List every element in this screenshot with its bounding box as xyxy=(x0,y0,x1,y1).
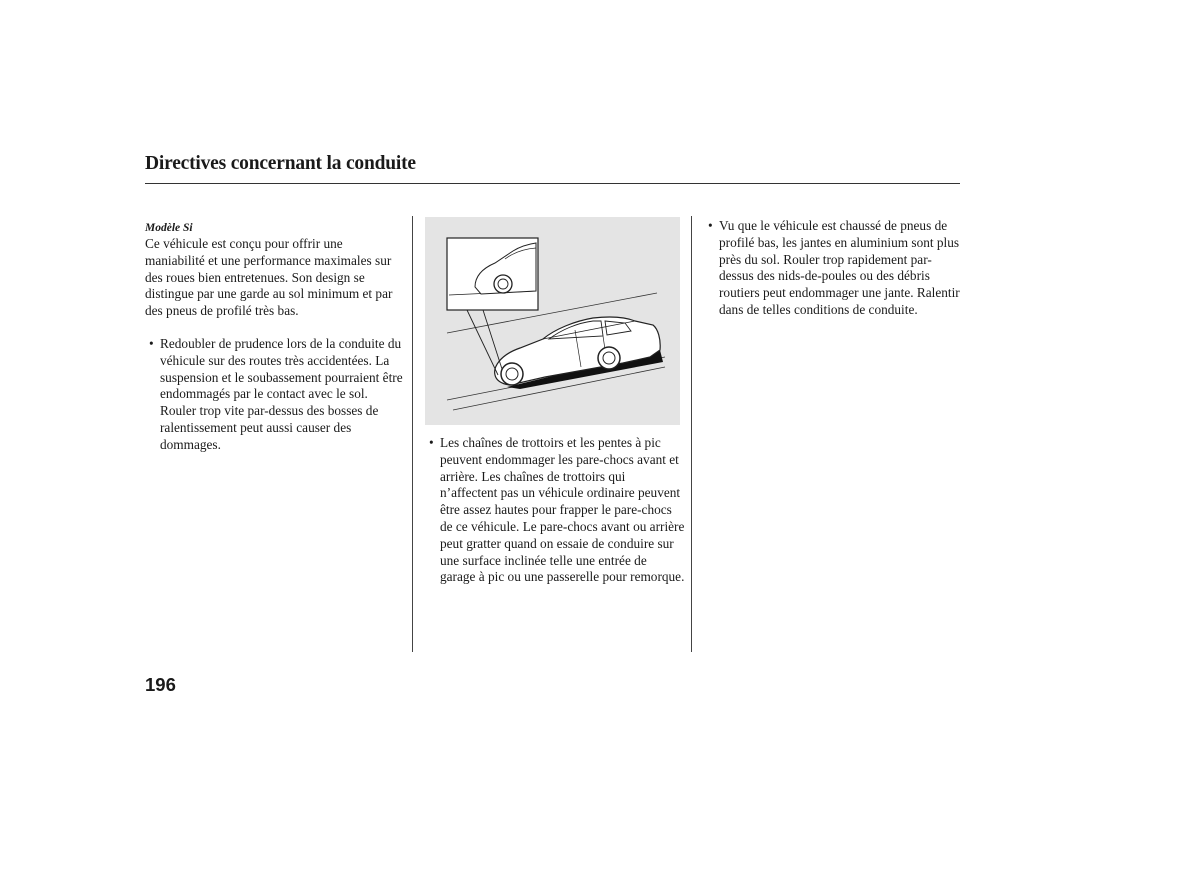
page-number: 196 xyxy=(145,674,176,695)
column-divider-left xyxy=(412,216,413,652)
bullet-item-low-profile-tires xyxy=(704,218,962,319)
column-right xyxy=(704,218,962,319)
column-divider-right xyxy=(691,216,692,652)
car-ramp-illustration xyxy=(425,217,680,425)
intro-paragraph: Ce véhicule est conçu pour offrir une maniabilité et une performance maximales sur des roues bien entretenues. Son design se distingue par une garde au sol minimum et par des pneus de profilé très bas. xyxy=(145,236,393,319)
bullet-text: Vu que le véhicule est chaussé de pneus de profilé bas, les jantes en aluminium sont plus près du sol. Rouler trop rapidement par-dessus des nids-de-poules ou des débris routiers peut endommager une jante. Ralentir dans de telles conditions de conduite. xyxy=(719,218,960,317)
column-left xyxy=(145,221,405,454)
bullet-icon: • xyxy=(708,218,713,233)
bullet-item-curbs-slopes xyxy=(425,435,685,586)
model-label: Modèle Si xyxy=(145,222,193,234)
title-divider xyxy=(145,183,960,184)
bullet-text: Les chaînes de trottoirs et les pentes à pic peuvent endommager les pare-chocs avant et arrière. Les chaînes de trottoirs qui n’affectent pas un véhicule ordinaire peuvent être assez hautes pour frapper le pare-chocs de ce véhicule. Le pare-chocs avant ou arrière peut gratter quand on essaie de conduire sur une surface inclinée telle une entrée de garage à pic ou une passerelle pour remorque. xyxy=(440,435,685,585)
bullet-icon: • xyxy=(149,335,154,351)
bullet-icon: • xyxy=(429,435,434,450)
bullet-text: Redoubler de prudence lors de la conduite du véhicule sur des routes très accidentées. La suspension et le soubassement pourraient être endommagés par le contact avec le sol. Rouler trop vite par-dessus des bosses de ralentissement peut aussi causer des dommages. xyxy=(160,335,403,452)
column-middle xyxy=(425,435,685,586)
bullet-item-rough-roads xyxy=(145,336,405,454)
page-title: Directives concernant la conduite xyxy=(145,153,416,174)
